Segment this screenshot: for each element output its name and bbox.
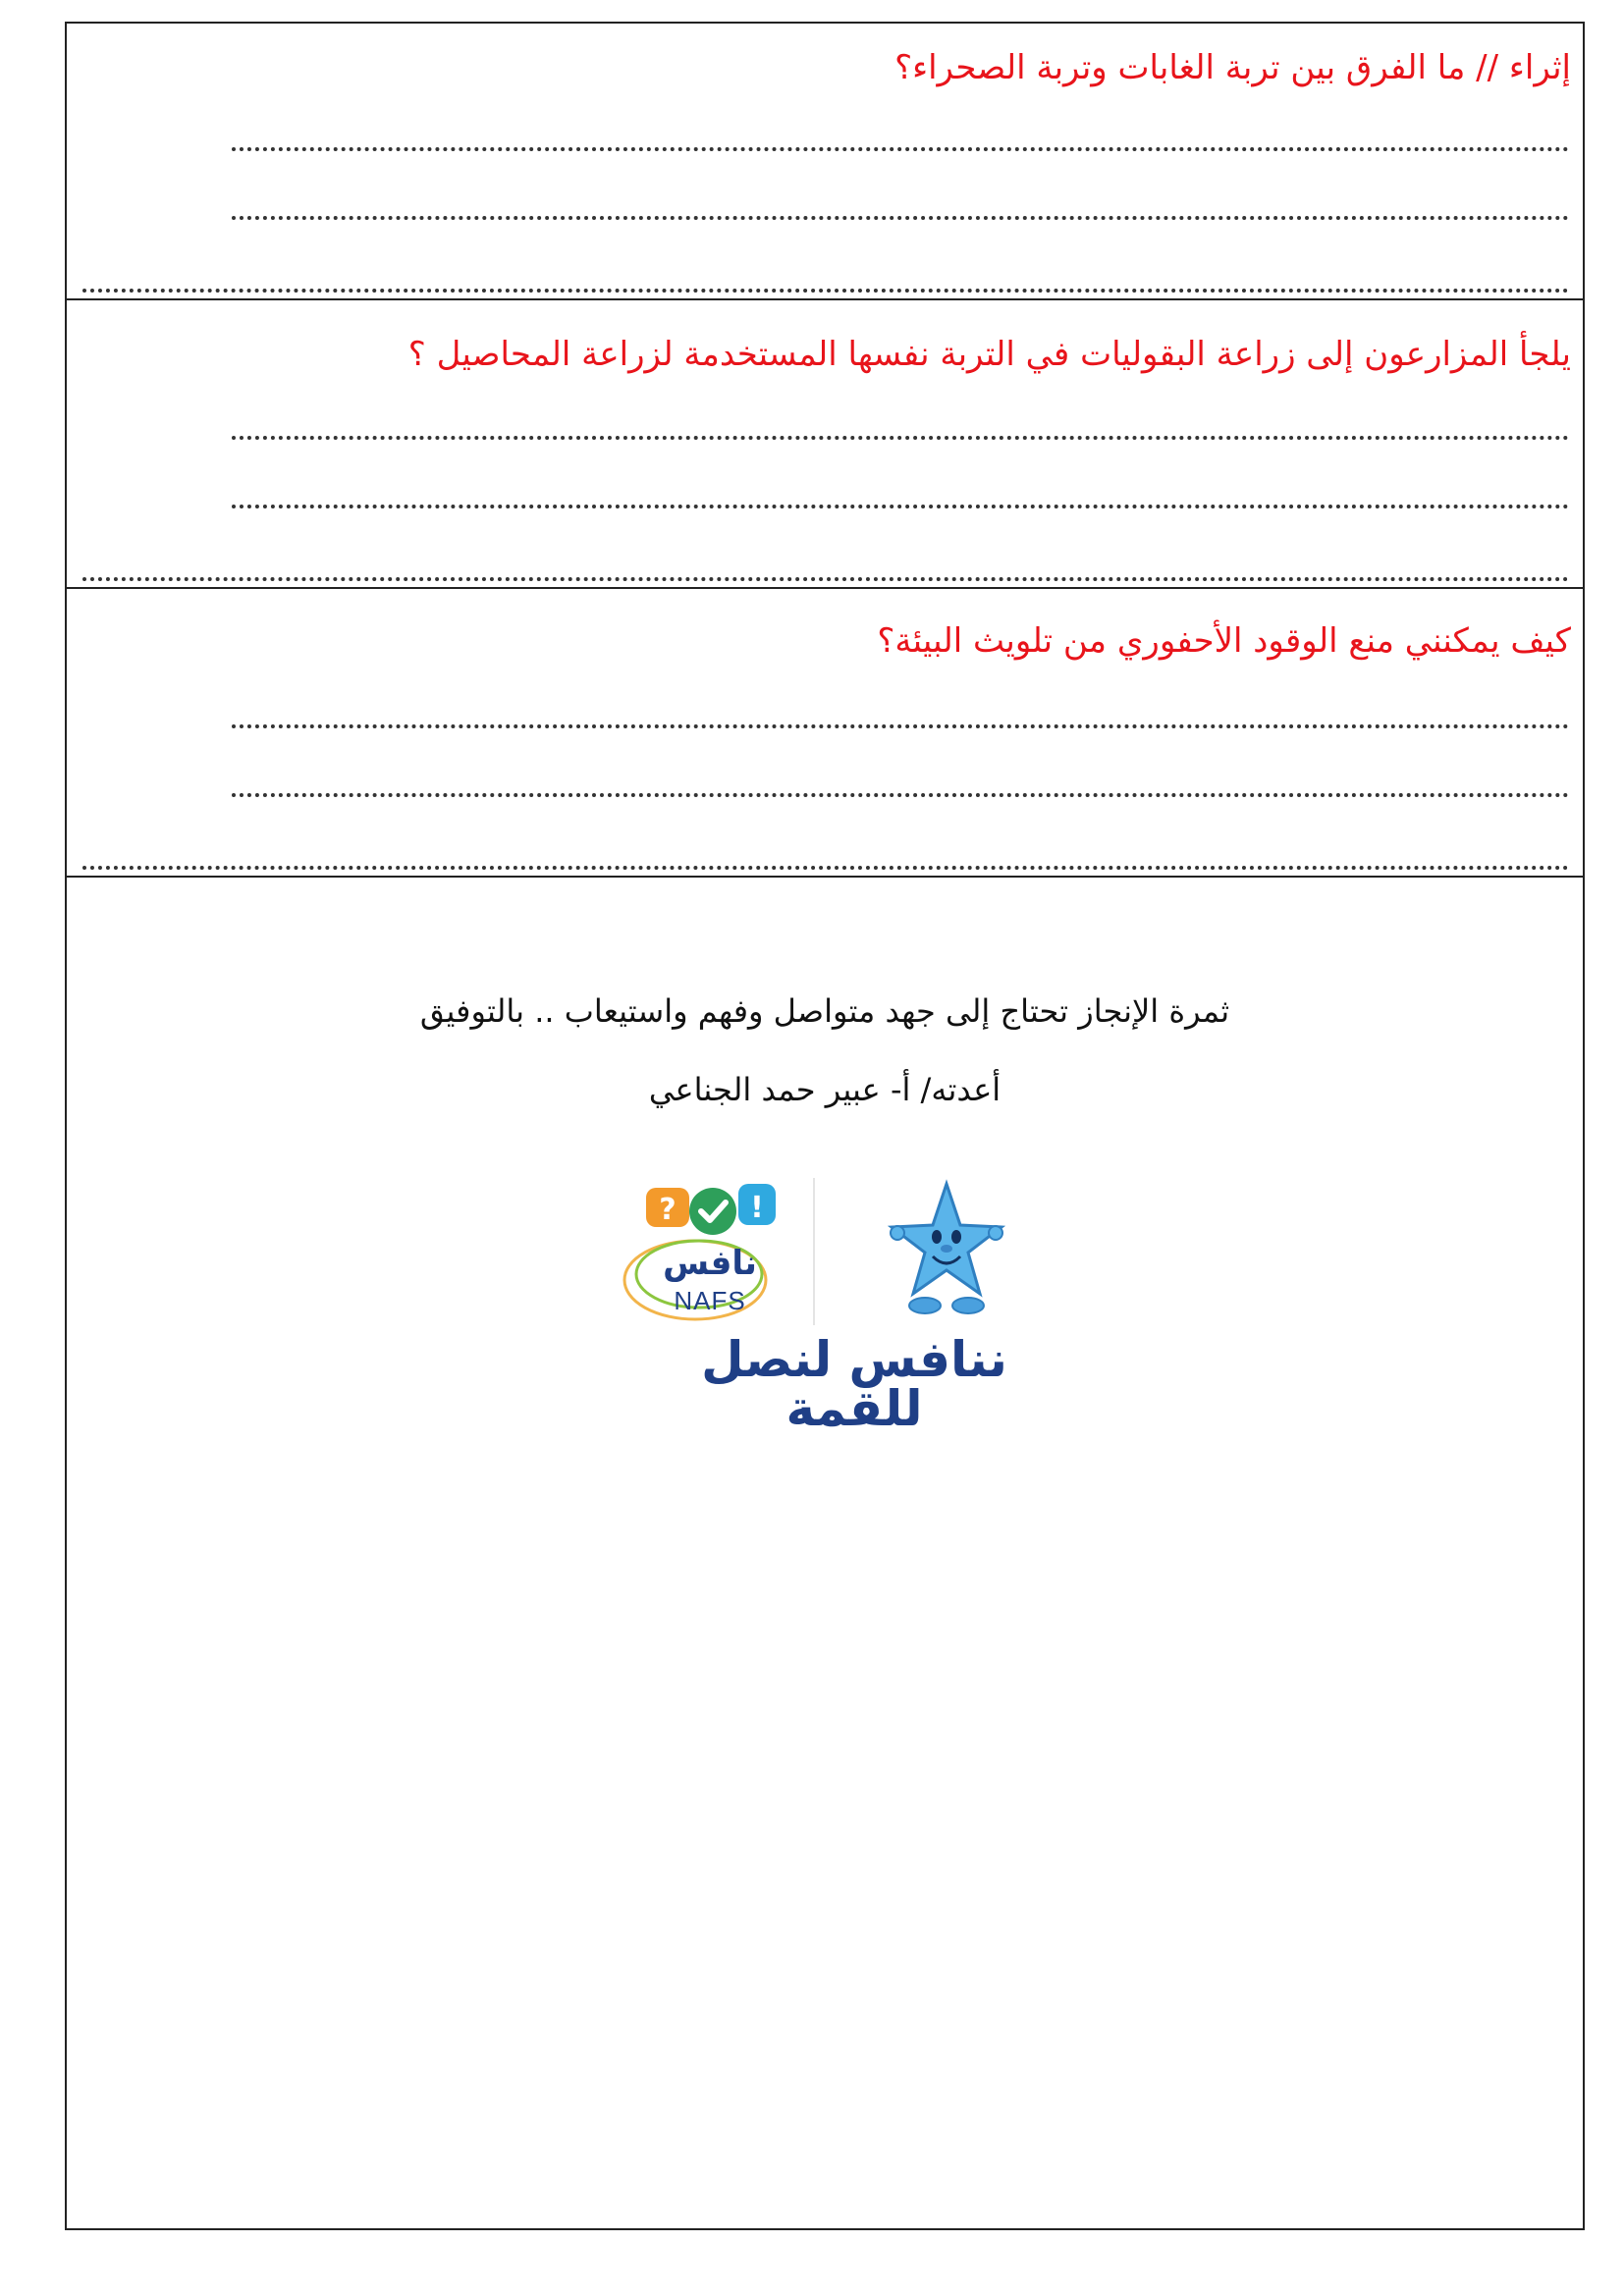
logo-divider: [813, 1178, 815, 1325]
author-credit: أعدته/ أ- عبير حمد الجناعي: [648, 1071, 1001, 1108]
section-divider: [67, 298, 1583, 300]
answer-line[interactable]: [232, 216, 1569, 220]
question-1: إثراء // ما الفرق بين تربة الغابات وتربة الصحراء؟: [894, 48, 1571, 87]
answer-line[interactable]: [232, 724, 1569, 728]
question-3: كيف يمكنني منع الوقود الأحفوري من تلويث البيئة؟: [877, 621, 1571, 661]
answer-line[interactable]: [232, 147, 1569, 151]
svg-text:?: ?: [659, 1193, 677, 1227]
answer-line[interactable]: [232, 505, 1569, 508]
svg-text:!: !: [750, 1191, 764, 1225]
nafs-latin-label: NAFS: [674, 1286, 746, 1315]
answer-line[interactable]: [232, 436, 1569, 440]
section-divider: [67, 587, 1583, 589]
answer-line[interactable]: [82, 577, 1569, 581]
slogan-text: ننافس لنصل للقمة: [701, 1331, 1007, 1437]
section-divider: [67, 876, 1583, 878]
star-mascot-icon: [888, 1178, 1005, 1325]
answer-line[interactable]: [232, 793, 1569, 797]
question-2: يلجأ المزارعون إلى زراعة البقوليات في التربة نفسها المستخدمة لزراعة المحاصيل ؟: [407, 335, 1571, 374]
logo-block: [617, 1178, 1068, 1437]
worksheet-page: [65, 22, 1585, 2230]
closing-motto: ثمرة الإنجاز تحتاج إلى جهد متواصل وفهم واستيعاب .. بالتوفيق: [419, 992, 1230, 1030]
answer-line[interactable]: [82, 866, 1569, 870]
nafs-arabic-label: نافس: [663, 1244, 757, 1283]
answer-line[interactable]: [82, 289, 1569, 293]
